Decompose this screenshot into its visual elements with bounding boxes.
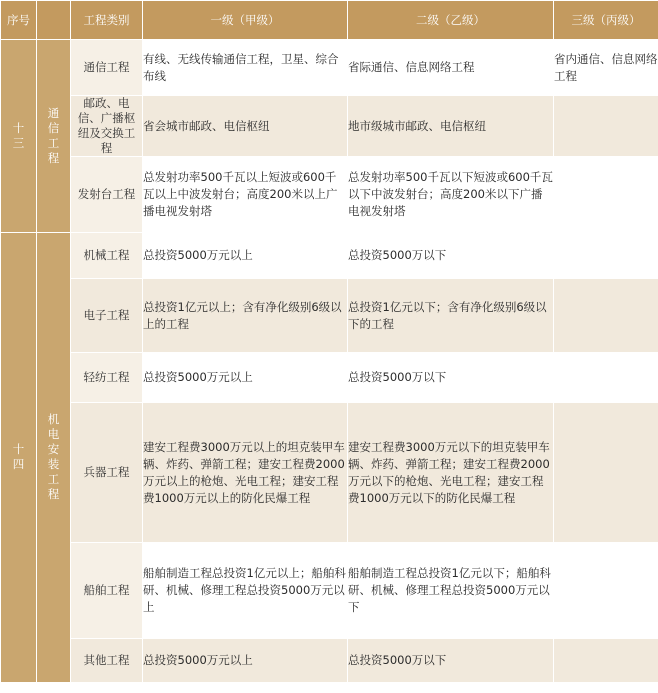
table-row [1, 40, 658, 96]
level-2-cell: 总投资1亿元以下；含有净化级别6级以下的工程 [348, 279, 554, 353]
header-row [1, 1, 658, 40]
type-cell: 兵器工程 [71, 403, 143, 543]
level-2-cell: 建安工程费3000万元以下的坦克装甲车辆、炸药、弹箭工程；建安工程费2000万元以下的枪炮、光电工程；建安工程费1000万元以下的防化民爆工程 [348, 403, 554, 543]
group-seq-13: 十三 [1, 40, 37, 233]
level-1-cell: 有线、无线传输通信工程，卫星、综合布线 [143, 40, 348, 96]
type-cell: 轻纺工程 [71, 353, 143, 403]
header-seq: 序号 [1, 1, 37, 40]
level-3-cell [554, 353, 658, 403]
table-row [1, 543, 658, 639]
table-row [1, 279, 658, 353]
header-type: 工程类别 [71, 1, 143, 40]
level-1-cell: 总发射功率500千瓦以上短波或600千瓦以上中波发射台；高度200米以上广播电视发射塔 [143, 157, 348, 233]
level-3-cell: 省内通信、信息网络工程 [554, 40, 658, 96]
level-2-cell: 船舶制造工程总投资1亿元以下；船舶科研、机械、修理工程总投资5000万元以下 [348, 543, 554, 639]
level-2-cell: 总投资5000万以下 [348, 639, 554, 683]
table-row [1, 353, 658, 403]
level-2-cell: 总投资5000万以下 [348, 353, 554, 403]
table-row [1, 157, 658, 233]
level-1-cell: 省会城市邮政、电信枢纽 [143, 96, 348, 157]
level-3-cell [554, 233, 658, 279]
level-2-cell: 总投资5000万以下 [348, 233, 554, 279]
table-row [1, 639, 658, 683]
level-3-cell [554, 279, 658, 353]
level-3-cell [554, 543, 658, 639]
level-1-cell: 总投资1亿元以上；含有净化级别6级以上的工程 [143, 279, 348, 353]
header-category [37, 1, 71, 40]
level-1-cell: 总投资5000万元以上 [143, 639, 348, 683]
level-1-cell: 总投资5000万元以上 [143, 353, 348, 403]
level-2-cell: 地市级城市邮政、电信枢纽 [348, 96, 554, 157]
level-1-cell: 总投资5000万元以上 [143, 233, 348, 279]
group-category-electromechanical: 机电安装工程 [37, 233, 71, 683]
level-1-cell: 船舶制造工程总投资1亿元以上；船舶科研、机械、修理工程总投资5000万元以上 [143, 543, 348, 639]
type-cell: 电子工程 [71, 279, 143, 353]
type-cell: 邮政、电信、广播枢纽及交换工程 [71, 96, 143, 157]
header-level-2: 二级（乙级） [348, 1, 554, 40]
group-category-communication: 通信工程 [37, 40, 71, 233]
table-row [1, 233, 658, 279]
level-3-cell [554, 639, 658, 683]
header-level-3: 三级（丙级） [554, 1, 658, 40]
level-2-cell: 省际通信、信息网络工程 [348, 40, 554, 96]
level-1-cell: 建安工程费3000万元以上的坦克装甲车辆、炸药、弹箭工程；建安工程费2000万元以上的枪炮、光电工程；建安工程费1000万元以上的防化民爆工程 [143, 403, 348, 543]
type-cell: 机械工程 [71, 233, 143, 279]
header-level-1: 一级（甲级） [143, 1, 348, 40]
table-row [1, 96, 658, 157]
type-cell: 其他工程 [71, 639, 143, 683]
table-row [1, 403, 658, 543]
group-seq-14: 十四 [1, 233, 37, 683]
type-cell: 船舶工程 [71, 543, 143, 639]
type-cell: 通信工程 [71, 40, 143, 96]
type-cell: 发射台工程 [71, 157, 143, 233]
level-3-cell [554, 157, 658, 233]
level-3-cell [554, 403, 658, 543]
level-3-cell [554, 96, 658, 157]
level-2-cell: 总发射功率500千瓦以下短波或600千瓦以下中波发射台；高度200米以下广播电视发射塔 [348, 157, 554, 233]
